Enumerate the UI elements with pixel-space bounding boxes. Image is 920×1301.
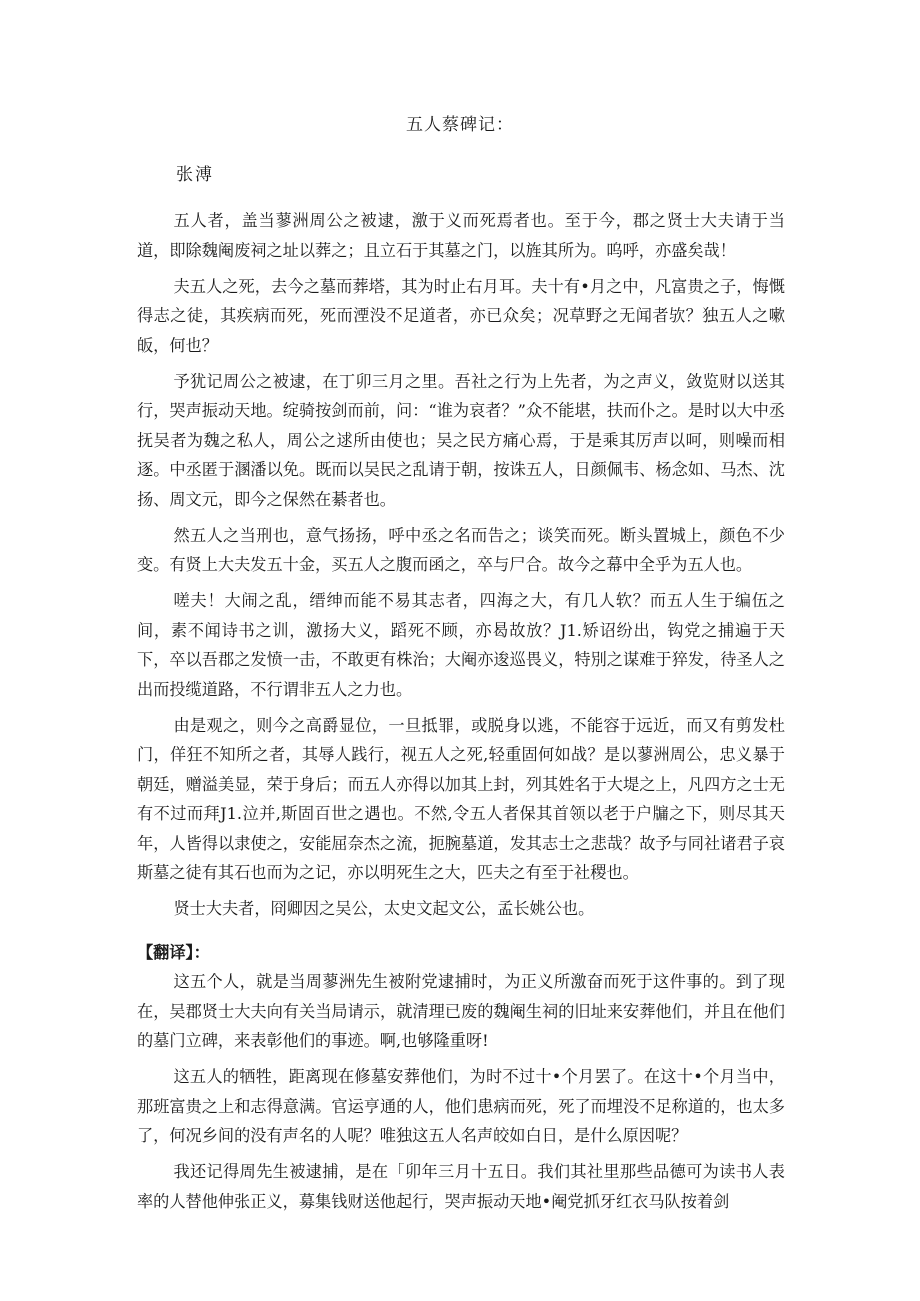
paragraph: 然五人之当刑也，意气扬扬，呼中丞之名而告之；谈笑而死。断头置城上，颜色不少变。有贤上大夫发五十金，买五人之腹而函之，卒与尸合。故今之幕中全乎为五人也。 [137,525,785,574]
translation-heading: 【翻译】： [137,942,210,962]
translation-paragraph: 这五个人，就是当周蓼洲先生被附党逮捕时，为正义所激奋而死于这件事的。到了现在，吴郡贤士大夫向有关当局请示，就清理已废的魏阉生祠的旧址来安葬他们，并且在他们的墓门立碑，来表彰他们的事迹。啊,也够隆重呀! [137,972,785,1050]
translation-paragraph: 我还记得周先生被逮捕，是在「卯年三月十五日。我们其社里那些品德可为读书人表率的人替他伸张正义，募集钱财送他起行，哭声振动天地•阉党抓牙红衣马队按着剑 [137,1162,785,1211]
translation-paragraph: 这五人的牺牲，距离现在修墓安葬他们，为时不过十•个月罢了。在这十•个月当中，那班富贵之上和志得意满。官运亨通的人，他们患病而死，死了而埋没不足称道的，也太多了，何况乡间的没有声名的人呢？唯独这五人名声皎如白日，是什么原因呢？ [137,1067,785,1145]
document-title: 五人蔡碑记： [406,115,514,135]
document-body [137,206,785,1223]
paragraph: 由是观之，则今之高爵显位，一旦抵罪，或脱身以逃，不能容于远近，而又有剪发杜门，佯狂不知所之者，其辱人践行，视五人之死,轻重固何如战？是以蓼洲周公，忠义暴于朝廷，赠溢美显，荣于身后；而五人亦得以加其上封，列其姓名于大堤之上，凡四方之士无有不过而拜J1.泣并,斯固百世之遇也。不然,令五人者保其首领以老于户牖之下，则尽其天年，人皆得以隶使之，安能屈奈杰之流，扼腕墓道，发其志士之悲哉？故予与同社诸君子哀斯墓之徒有其石也而为之记，亦以明死生之大，匹夫之有至于社稷也。 [137,715,785,882]
document-author: 张溥 [176,165,214,185]
paragraph: 贤士大夫者，冏卿因之吴公，太史文起文公，孟长姚公也。 [173,899,595,918]
paragraph: 五人者，盖当蓼洲周公之被逮，激于义而死焉者也。至于今，郡之贤士大夫请于当道，即除魏阉废祠之址以葬之；且立石于其墓之门，以旌其所为。呜呼，亦盛矣哉！ [137,211,785,260]
paragraph: 夫五人之死，去今之墓而葬塔，其为时止右月耳。夫十有•月之中，凡富贵之子，悔慨得志之徒，其疾病而死，死而湮没不足道者，亦已众矣；况草野之无闻者欤？独五人之嗽皈，何也？ [137,276,785,355]
paragraph: 予犹记周公之被逮，在丁卯三月之里。吾社之行为上先者，为之声义，敛览财以送其行，哭声振动天地。绽骑按剑而前，问：“谁为哀者？”众不能堪，扶而仆之。是时以大中丞抚吴者为魏之私人，周公之逑所由使也；吴之民方痛心焉，于是乘其厉声以呵，则噪而相逐。中丞匿于溷潘以免。既而以吴民之乱请于朝，按诛五人，日颜佩韦、杨念如、马杰、沈扬、周文元，即今之保然在綦者也。 [137,371,785,509]
paragraph: 嗟夫！大闹之乱，缙绅而能不易其志者，四海之大，有几人软？而五人生于编伍之间，素不闻诗书之训，激扬大义，蹈死不顾，亦曷故放？J1.矫诏纷出，钩党之捕遍于天下，卒以吾郡之发愤一击，不敢更有株治；大阉亦逡巡畏义，特別之谋难于猝发，待圣人之出而投缆道路，不行谓非五人之力也。 [137,591,785,699]
